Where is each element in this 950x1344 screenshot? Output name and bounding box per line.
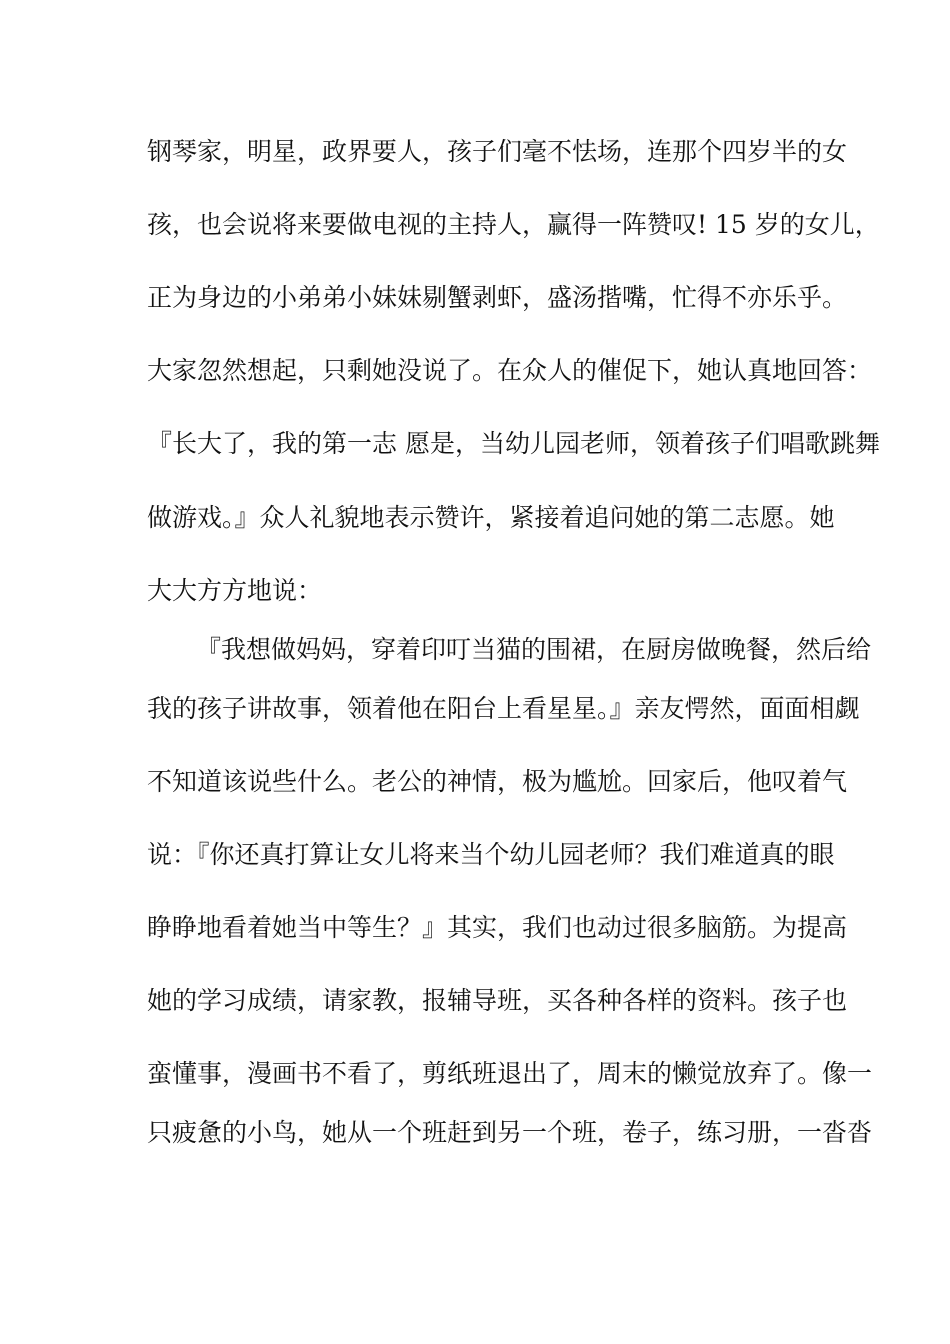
text-line-9: 我的孩子讲故事，领着他在阳台上看星星。』亲友愕然，面面相觑: [147, 694, 860, 723]
text-line-1: 钢琴家，明星，政界要人，孩子们毫不怯场，连那个四岁半的女: [147, 137, 848, 166]
text-line-4: 大家忽然想起，只剩她没说了。在众人的催促下，她认真地回答：: [147, 356, 873, 385]
text-line-14: 蛮懂事，漫画书不看了，剪纸班退出了，周末的懒觉放弃了。像一: [147, 1059, 873, 1088]
text-line-13: 她的学习成绩，请家教，报辅导班，买各种各样的资料。孩子也: [147, 986, 848, 1015]
text-line-5: 『长大了，我的第一志 愿是，当幼儿园老师，领着孩子们唱歌跳舞: [147, 429, 880, 458]
text-line-11: 说：『你还真打算让女儿将来当个幼儿园老师？我们难道真的眼: [147, 840, 835, 869]
text-line-3: 正为身边的小弟弟小妹妹剔蟹剥虾，盛汤揩嘴，忙得不亦乐乎。: [147, 283, 848, 312]
text-line-7: 大大方方地说：: [147, 576, 323, 605]
text-line-10: 不知道该说些什么。老公的神情，极为尴尬。回家后，他叹着气: [147, 767, 848, 796]
text-line-2: 孩，也会说将来要做电视的主持人，赢得一阵赞叹! 15 岁的女儿，: [147, 210, 880, 239]
text-line-12: 睁睁地看着她当中等生？』其实，我们也动过很多脑筋。为提高: [147, 913, 848, 942]
text-line-8: 『我想做妈妈，穿着印叮当猫的围裙，在厨房做晚餐，然后给: [196, 635, 872, 664]
text-line-6: 做游戏。』众人礼貌地表示赞许，紧接着追问她的第二志愿。她: [147, 503, 835, 532]
text-line-15: 只疲惫的小鸟，她从一个班赶到另一个班，卷子，练习册，一沓沓: [147, 1118, 873, 1147]
